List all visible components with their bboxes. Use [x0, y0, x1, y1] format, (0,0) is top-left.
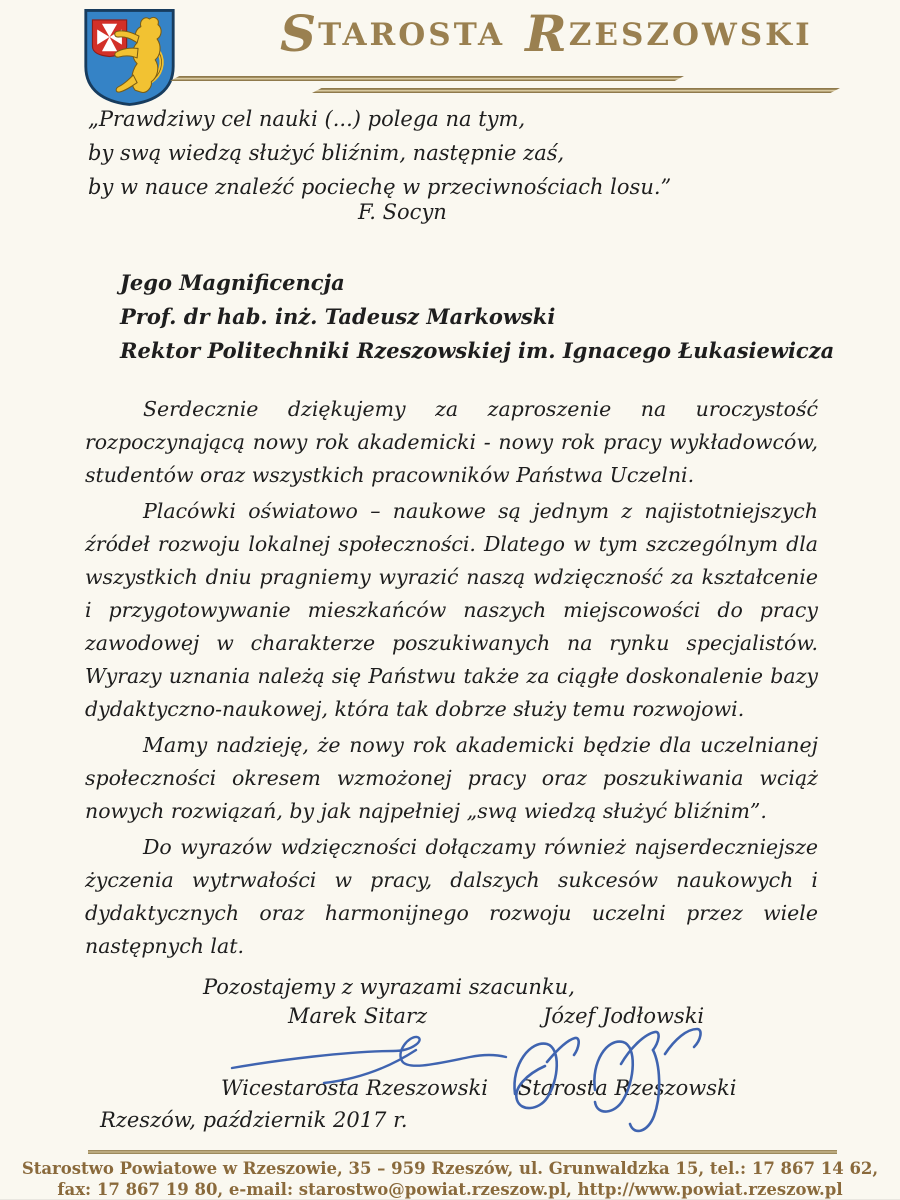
signatory-name-left: Marek Sitarz [288, 1004, 428, 1028]
signatory-title-right: Starosta Rzeszowski [518, 1076, 737, 1100]
dateline: Rzeszów, październik 2017 r. [100, 1108, 408, 1132]
paragraph: Do wyrazów wdzięczności dołączamy również najserdeczniejsze życzenia wytrwałości w pracy, dalszych sukcesów naukowych i dydaktycznych oraz harmonijnego rozwoju uczelni przez wiele następnych lat. [85, 835, 818, 958]
title-word-starosta: STAROSTA [280, 4, 506, 63]
coat-of-arms-icon [82, 7, 177, 107]
signatory-title-left: Wicestarosta Rzeszowski [221, 1076, 488, 1100]
handwritten-signature-marek-sitarz [228, 1030, 513, 1086]
quote-line: „Prawdziwy cel nauki (...) polega na tym, [88, 107, 526, 131]
handwritten-signature-jozef-jodlowski [503, 1022, 721, 1142]
header-rule-top [170, 76, 684, 81]
footer-contact-line: fax: 17 867 19 80, e-mail: starostwo@powiat.rzeszow.pl, http://www.powiat.rzeszow.pl [57, 1180, 843, 1199]
quote-author: F. Socyn [358, 200, 447, 224]
paragraph: Placówki oświatowo – naukowe są jednym z najistotniejszych źródeł rozwoju lokalnej społeczności. Dlatego w tym szczególnym dla wszystkich dniu pragniemy wyrazić naszą wdzięczność za kształcenie i przygotowywanie mieszkańców naszych miejscowości do pracy zawodowej w charakterze poszukiwanych na rynku specjalistów. Wyrazy uznania należą się Państwu także za ciągłe doskonalenie bazy dydaktyczno-naukowej, która tak dobrze służy temu rozwojowi. [85, 499, 818, 721]
header-rule-bottom [312, 88, 840, 93]
addressee-line: Prof. dr hab. inż. Tadeusz Markowski [120, 304, 556, 329]
title-word-rzeszowski: RZESZOWSKI [525, 4, 813, 63]
signatory-name-right: Józef Jodłowski [543, 1004, 705, 1028]
paragraph: Serdecznie dziękujemy za zaproszenie na uroczystość rozpoczynającą nowy rok akademicki - nowy rok pracy wykładowców, studentów oraz wszystkich pracowników Państwa Uczelni. [85, 397, 818, 487]
paragraph: Mamy nadzieję, że nowy rok akademicki będzie dla uczelnianej społeczności okresem wzmożonej pracy oraz poszukiwania wciąż nowych rozwiązań, by jak najpełniej „swą wiedzą służyć bliźnim”. [85, 733, 818, 823]
coat-of-arms [82, 7, 177, 107]
quote-line: by swą wiedzą służyć bliźnim, następnie zaś, [88, 141, 565, 165]
addressee-line: Jego Magnificencja [120, 270, 345, 295]
page-title [270, 4, 813, 63]
addressee-block [120, 266, 834, 368]
footer-rule [88, 1150, 837, 1154]
quote-block [88, 102, 671, 204]
closing-salutation: Pozostajemy z wyrazami szacunku, [203, 975, 575, 999]
footer [0, 1158, 900, 1200]
footer-address-line: Starostwo Powiatowe w Rzeszowie, 35 – 959 Rzeszów, ul. Grunwaldzka 15, tel.: 17 867 14 62, [21, 1159, 879, 1178]
letter-body [85, 393, 818, 966]
quote-line: by w nauce znaleźć pociechę w przeciwnościach losu.” [88, 175, 672, 199]
addressee-line: Rektor Politechniki Rzeszowskiej im. Ignacego Łukasiewicza [120, 338, 835, 363]
